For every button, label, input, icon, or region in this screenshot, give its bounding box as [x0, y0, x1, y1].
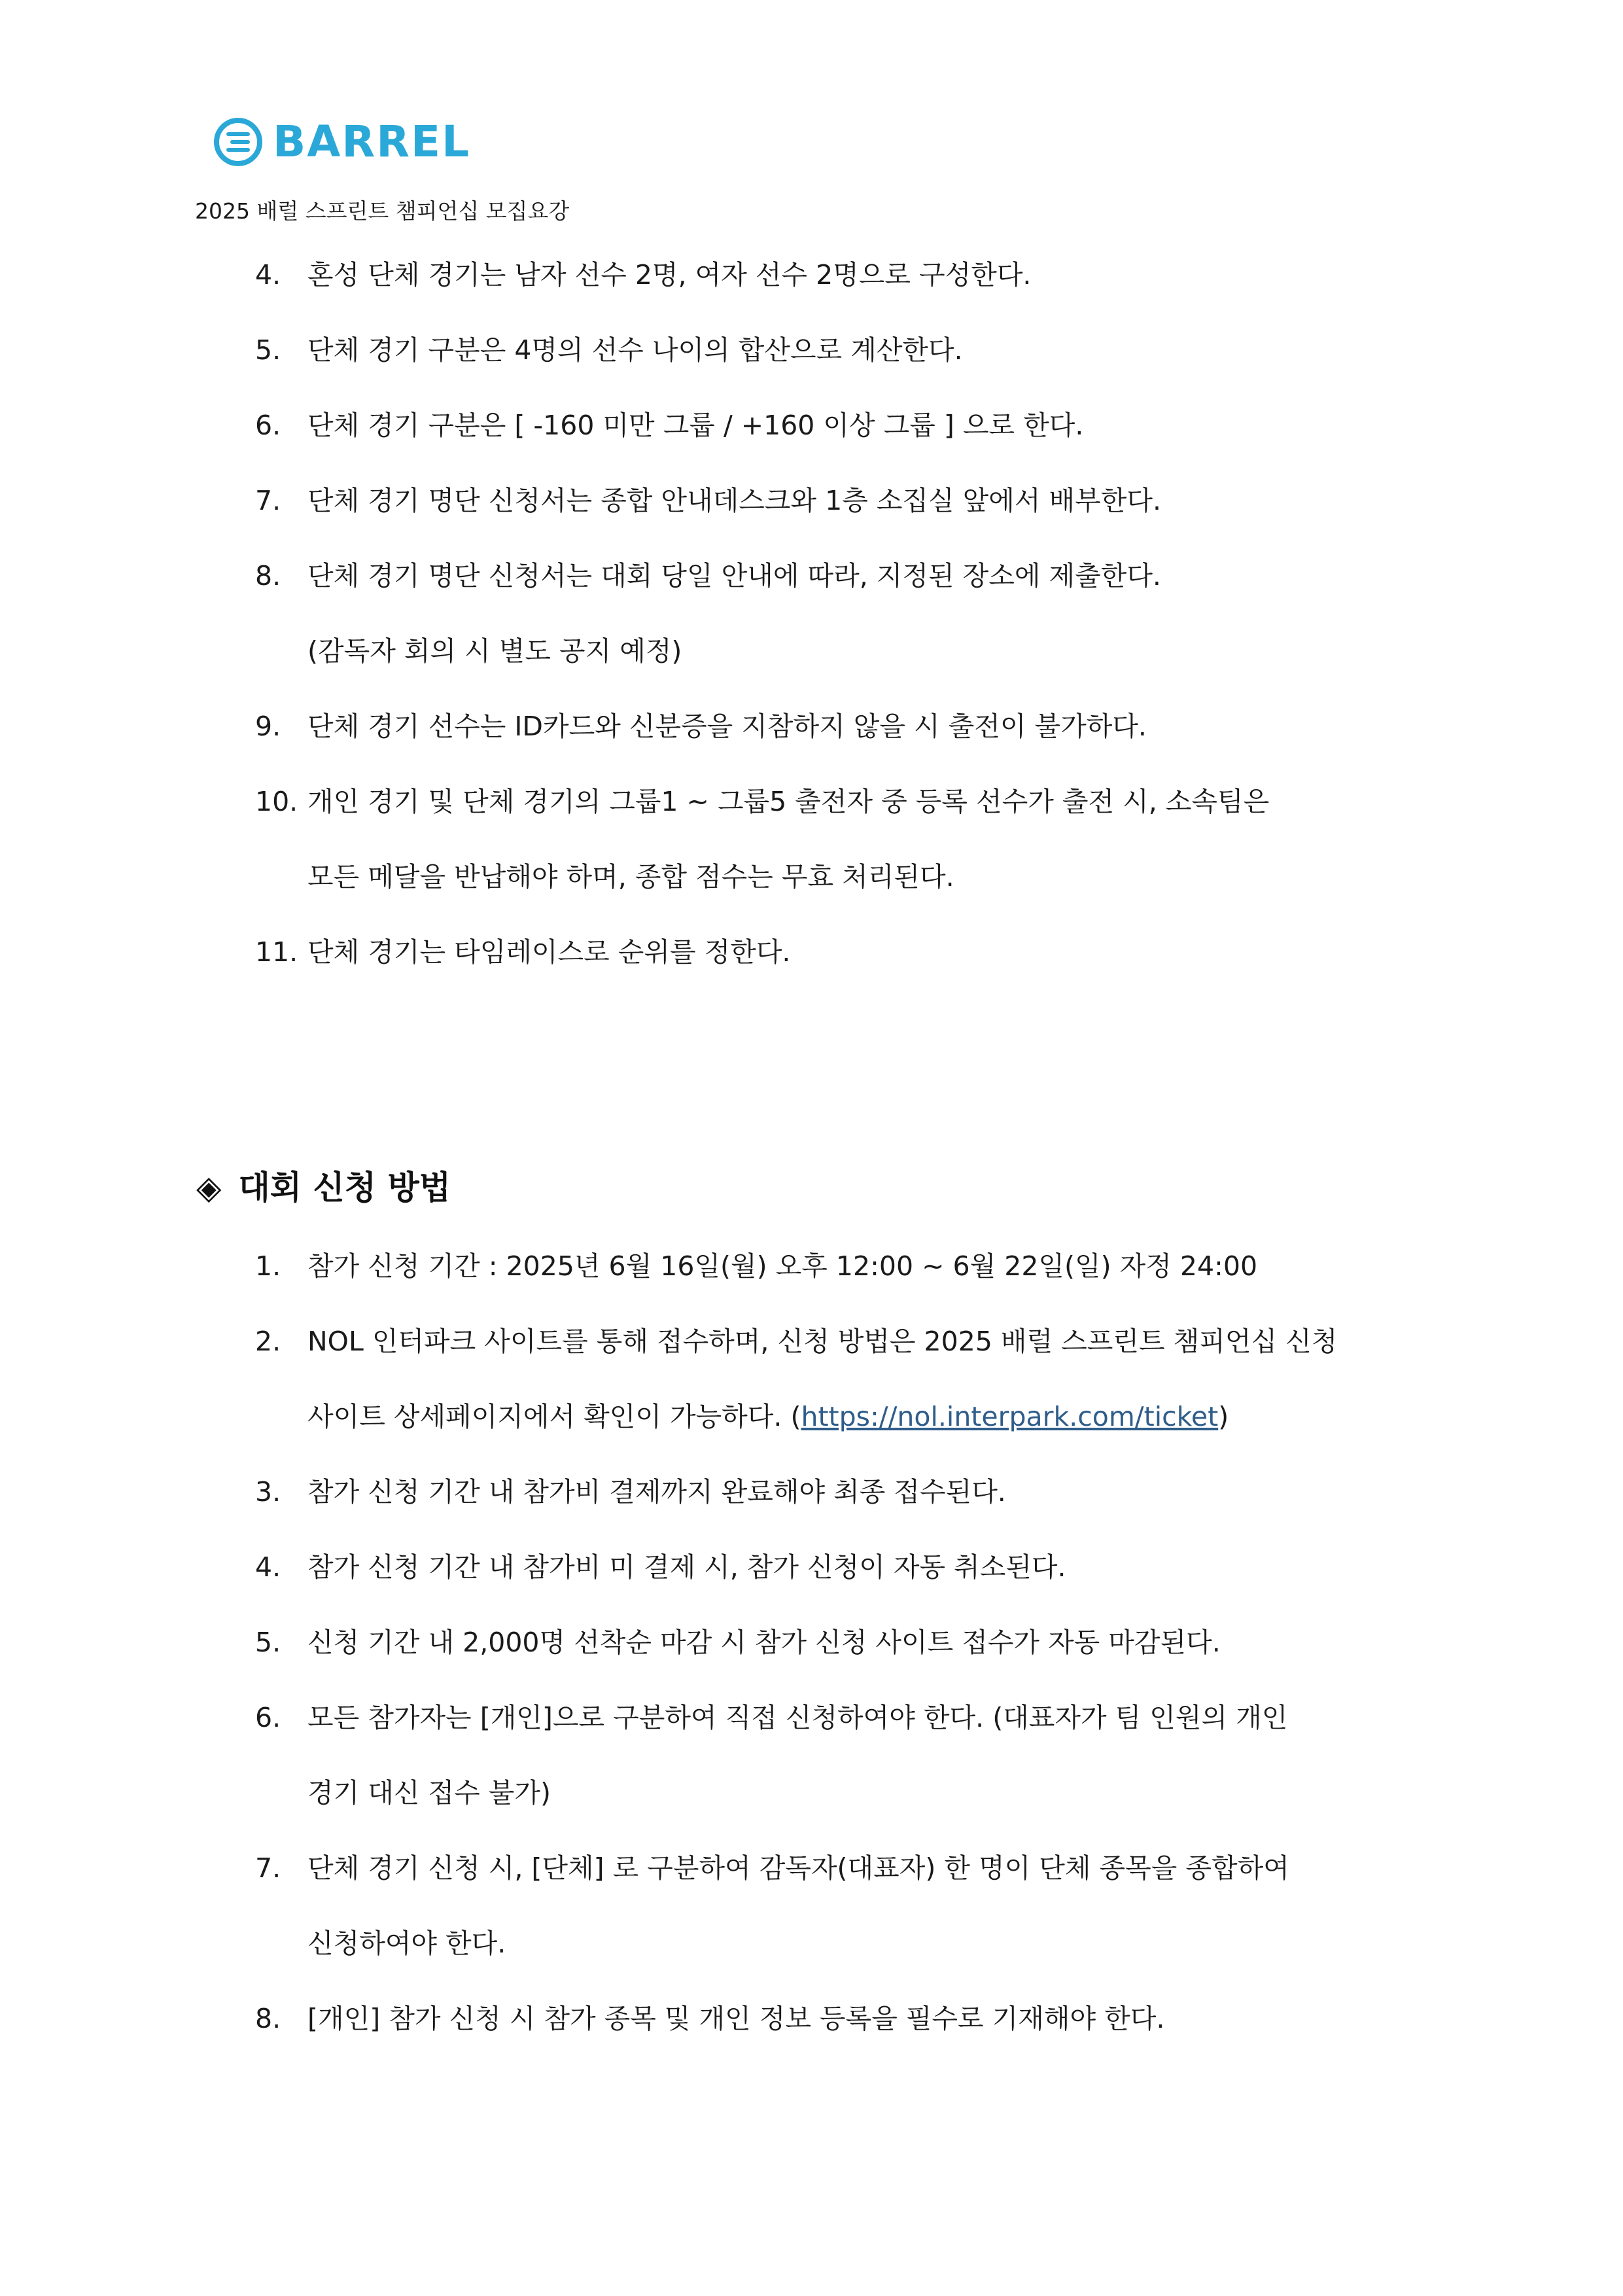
document-header: 2025 배럴 스프린트 챔피언십 모집요강: [195, 198, 570, 224]
list-item-number: 2.: [255, 1326, 281, 1357]
list-item-text: 단체 경기 신청 시, [단체] 로 구분하여 감독자(대표자) 한 명이 단체 종목을 종합하여: [307, 1852, 1289, 1884]
list-item: [255, 481, 1161, 520]
list-item-number: 5.: [255, 334, 281, 366]
list-item: [255, 1848, 1289, 1888]
list-item-continuation: (감독자 회의 시 별도 공지 예정): [307, 635, 682, 667]
list-item-number: 8.: [255, 560, 281, 592]
list-item: [255, 1322, 1337, 1361]
list-item-text: 단체 경기 명단 신청서는 종합 안내데스크와 1층 소집실 앞에서 배부한다.: [307, 485, 1161, 516]
list-item: [255, 556, 1161, 595]
list-item: [255, 707, 1147, 746]
list-item: [255, 1547, 1066, 1587]
list-item: [255, 932, 790, 972]
list-item-text: [개인] 참가 신청 시 참가 종목 및 개인 정보 등록을 필수로 기재해야 한다.: [307, 2003, 1165, 2034]
list-item-text: 참가 신청 기간 : 2025년 6월 16일(월) 오후 12:00 ~ 6월 22일(일) 자정 24:00: [307, 1250, 1258, 1282]
list-item: [255, 1246, 1257, 1286]
barrel-logo-text: BARREL: [273, 116, 471, 167]
list-item-text: 단체 경기 구분은 4명의 선수 나이의 합산으로 계산한다.: [307, 334, 963, 366]
barrel-logo-icon: [213, 116, 264, 168]
list-item-number: 4.: [255, 1551, 281, 1583]
interpark-ticket-link[interactable]: https://nol.interpark.com/ticket: [801, 1401, 1219, 1432]
list-item-number: 7.: [255, 485, 281, 516]
list-item-continuation: 신청하여야 한다.: [307, 1928, 506, 1959]
list-item-text: 혼성 단체 경기는 남자 선수 2명, 여자 선수 2명으로 구성한다.: [307, 259, 1032, 291]
list-item-number: 4.: [255, 259, 281, 291]
list-item-number: 11.: [255, 936, 298, 968]
list-item-number: 9.: [255, 711, 281, 742]
list-item-text: 단체 경기는 타임레이스로 순위를 정한다.: [307, 936, 791, 968]
list-item-continuation: 경기 대신 접수 불가): [307, 1777, 551, 1809]
list-item-number: 6.: [255, 1702, 281, 1733]
list-item-text: 단체 경기 선수는 ID카드와 신분증을 지참하지 않을 시 출전이 불가하다.: [307, 711, 1147, 742]
list-item-text: 참가 신청 기간 내 참가비 결제까지 완료해야 최종 접수된다.: [307, 1476, 1006, 1508]
list-item-number: 1.: [255, 1250, 281, 1282]
list-item-text: 단체 경기 구분은 [ -160 미만 그룹 / +160 이상 그룹 ] 으로 한다.: [307, 410, 1084, 441]
list-item-text: 개인 경기 및 단체 경기의 그룹1 ~ 그룹5 출전자 중 등록 선수가 출전 시, 소속팀은: [307, 786, 1270, 817]
list-item: [255, 1623, 1221, 1662]
continuation-text: 사이트 상세페이지에서 확인이 가능하다. (: [307, 1401, 801, 1432]
list-item: [255, 1698, 1287, 1737]
continuation-close-paren: ): [1218, 1401, 1229, 1432]
list-item-text: 신청 기간 내 2,000명 선착순 마감 시 참가 신청 사이트 접수가 자동 마감된다.: [307, 1627, 1221, 1658]
list-item: [255, 782, 1269, 821]
diamond-bullet-icon: ◈: [196, 1169, 222, 1207]
section-heading: [196, 1165, 451, 1210]
list-item-number: 7.: [255, 1852, 281, 1884]
list-item-text: 모든 참가자는 [개인]으로 구분하여 직접 신청하여야 한다. (대표자가 팀 인원의 개인: [307, 1702, 1288, 1733]
list-item-number: 6.: [255, 410, 281, 441]
list-item-continuation: 모든 메달을 반납해야 하며, 종합 점수는 무효 처리된다.: [307, 861, 954, 892]
list-item-continuation: [307, 1397, 1229, 1436]
list-item: [255, 1999, 1164, 2038]
barrel-logo: [213, 113, 470, 171]
list-item-number: 5.: [255, 1627, 281, 1658]
list-item-text: NOL 인터파크 사이트를 통해 접수하며, 신청 방법은 2025 배럴 스프린트 챔피언십 신청: [307, 1326, 1338, 1357]
list-item: [255, 406, 1083, 445]
list-item: [255, 330, 963, 370]
section-heading-text: 대회 신청 방법: [238, 1169, 451, 1207]
list-item-text: 참가 신청 기간 내 참가비 미 결제 시, 참가 신청이 자동 취소된다.: [307, 1551, 1066, 1583]
list-item: [255, 1472, 1006, 1511]
list-item-number: 10.: [255, 786, 298, 817]
list-item-number: 8.: [255, 2003, 281, 2034]
list-item-text: 단체 경기 명단 신청서는 대회 당일 안내에 따라, 지정된 장소에 제출한다.: [307, 560, 1161, 592]
list-item-number: 3.: [255, 1476, 281, 1508]
list-item: [255, 255, 1031, 294]
